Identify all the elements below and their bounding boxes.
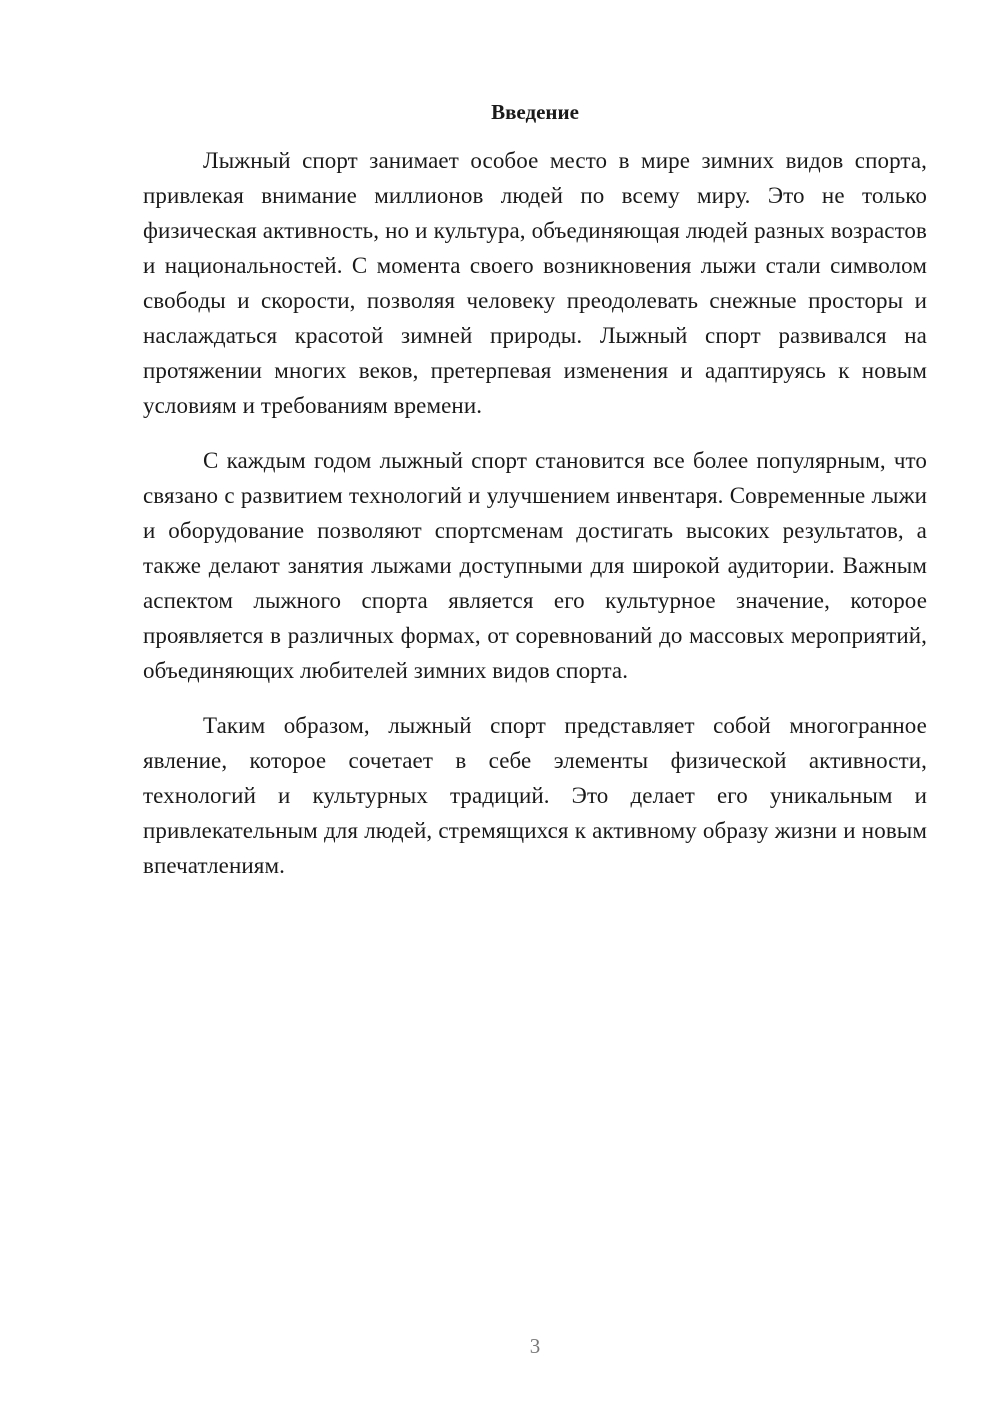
page-number: 3 [529,1334,541,1358]
body-text [143,143,927,903]
paragraph-2: С каждым годом лыжный спорт становится все более популярным, что связано с развитием технологий и улучшением инвентаря. Современные лыжи и оборудование позволяют спортсменам достигать высоких результатов, а также делают занятия лыжами доступными для широкой аудитории. Важным аспектом лыжного спорта является его культурное значение, которое проявляется в различных формах, от соревнований до массовых мероприятий, объединяющих любителей зимних видов спорта. [143,448,927,683]
paragraph-1: Лыжный спорт занимает особое место в мире зимних видов спорта, привлекая внимание миллионов людей по всему миру. Это не только физическая активность, но и культура, объединяющая людей разных возрастов и национальностей. С момента своего возникновения лыжи стали символом свободы и скорости, позволяя человеку преодолевать снежные просторы и наслаждаться красотой зимней природы. Лыжный спорт развивался на протяжении многих веков, претерпевая изменения и адаптируясь к новым условиям и требованиям времени. [143,148,927,418]
section-title: Введение [491,100,579,124]
paragraph-3: Таким образом, лыжный спорт представляет собой многогранное явление, которое сочетает в себе элементы физической активности, технологий и культурных традиций. Это делает его уникальным и привлекательным для людей, стремящихся к активному образу жизни и новым впечатлениям. [143,713,927,878]
